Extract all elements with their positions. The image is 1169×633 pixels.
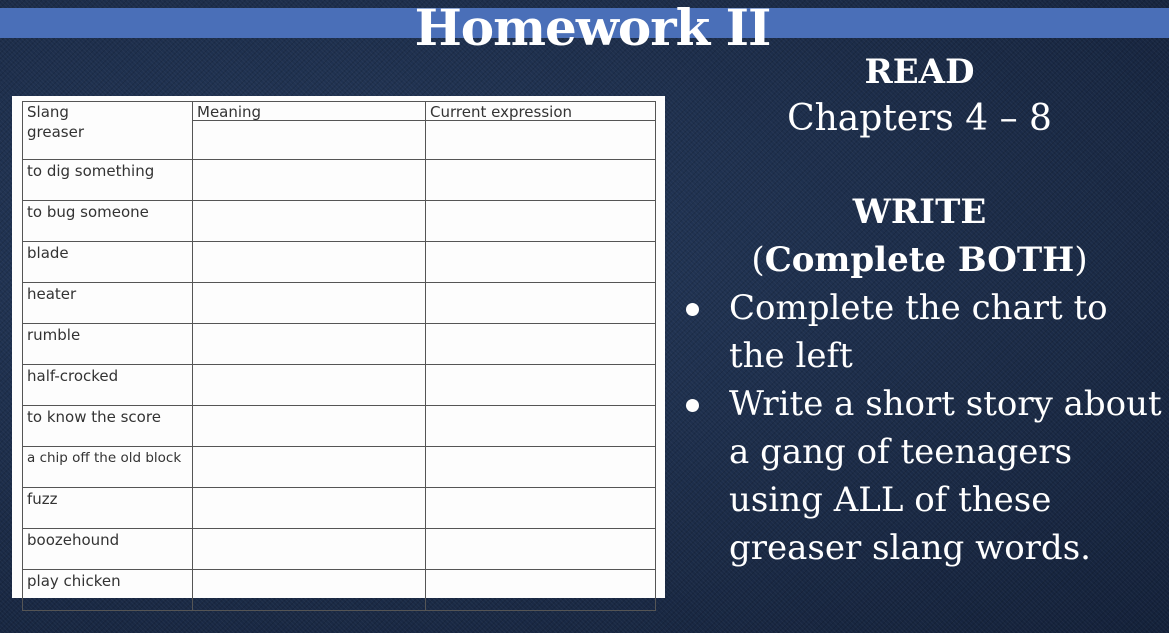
slang-cell: fuzz <box>23 488 193 529</box>
bullet-icon <box>686 303 699 316</box>
current-expression-cell[interactable] <box>426 242 656 283</box>
meaning-cell[interactable] <box>193 447 426 488</box>
slang-cell: heater <box>23 283 193 324</box>
slang-cell: blade <box>23 242 193 283</box>
meaning-cell[interactable] <box>193 570 426 611</box>
current-expression-cell[interactable] <box>426 365 656 406</box>
slang-cell: rumble <box>23 324 193 365</box>
table-row <box>23 365 656 406</box>
meaning-cell[interactable] <box>193 324 426 365</box>
current-expression-cell[interactable] <box>426 201 656 242</box>
slang-cell: to know the score <box>23 406 193 447</box>
current-expression-cell[interactable] <box>426 406 656 447</box>
table-row <box>23 529 656 570</box>
read-chapters: Chapters 4 – 8 <box>787 98 1052 139</box>
slang-cell: a chip off the old block <box>23 447 193 488</box>
read-heading: READ <box>864 52 975 92</box>
slide-title: Homework II <box>414 0 771 57</box>
table-row <box>23 447 656 488</box>
meaning-cell[interactable] <box>193 121 426 160</box>
column-header-meaning: Meaning <box>193 102 426 121</box>
list-item <box>670 284 1169 380</box>
table-header-row <box>23 102 656 121</box>
slang-cell: to dig something <box>23 160 193 201</box>
list-item <box>670 380 1169 572</box>
table-row <box>23 406 656 447</box>
table-row <box>23 121 656 160</box>
complete-both-emphasis: Complete BOTH <box>764 240 1075 280</box>
write-instruction <box>670 236 1169 284</box>
write-task-list <box>670 284 1169 572</box>
table-row <box>23 324 656 365</box>
meaning-cell[interactable] <box>193 283 426 324</box>
slang-cell: play chicken <box>23 570 193 611</box>
meaning-cell[interactable] <box>193 201 426 242</box>
title-bar <box>0 0 1169 57</box>
current-expression-cell[interactable] <box>426 529 656 570</box>
slang-cell: greaser <box>23 121 193 160</box>
current-expression-cell[interactable] <box>426 488 656 529</box>
current-expression-cell[interactable] <box>426 324 656 365</box>
slang-cell: to bug someone <box>23 201 193 242</box>
slang-worksheet <box>12 96 665 598</box>
meaning-cell[interactable] <box>193 242 426 283</box>
meaning-cell[interactable] <box>193 365 426 406</box>
slang-table <box>22 101 656 611</box>
slang-cell: half-crocked <box>23 365 193 406</box>
meaning-cell[interactable] <box>193 160 426 201</box>
paren-close: ) <box>1074 240 1088 280</box>
slang-cell: boozehound <box>23 529 193 570</box>
table-row <box>23 570 656 611</box>
current-expression-cell[interactable] <box>426 447 656 488</box>
write-heading: WRITE <box>852 192 987 232</box>
table-row <box>23 242 656 283</box>
table-row <box>23 283 656 324</box>
task-text: Write a short story about a gang of teenagers using ALL of these greaser slang words. <box>729 384 1162 568</box>
table-row <box>23 160 656 201</box>
table-row <box>23 201 656 242</box>
current-expression-cell[interactable] <box>426 283 656 324</box>
instructions-panel <box>670 50 1169 572</box>
task-text: Complete the chart to the left <box>729 288 1108 376</box>
meaning-cell[interactable] <box>193 406 426 447</box>
bullet-icon <box>686 399 699 412</box>
current-expression-cell[interactable] <box>426 570 656 611</box>
column-header-current-expression: Current expression <box>426 102 656 121</box>
paren-open: ( <box>751 240 765 280</box>
column-header-slang: Slang <box>23 102 193 121</box>
meaning-cell[interactable] <box>193 529 426 570</box>
meaning-cell[interactable] <box>193 488 426 529</box>
current-expression-cell[interactable] <box>426 121 656 160</box>
table-row <box>23 488 656 529</box>
current-expression-cell[interactable] <box>426 160 656 201</box>
